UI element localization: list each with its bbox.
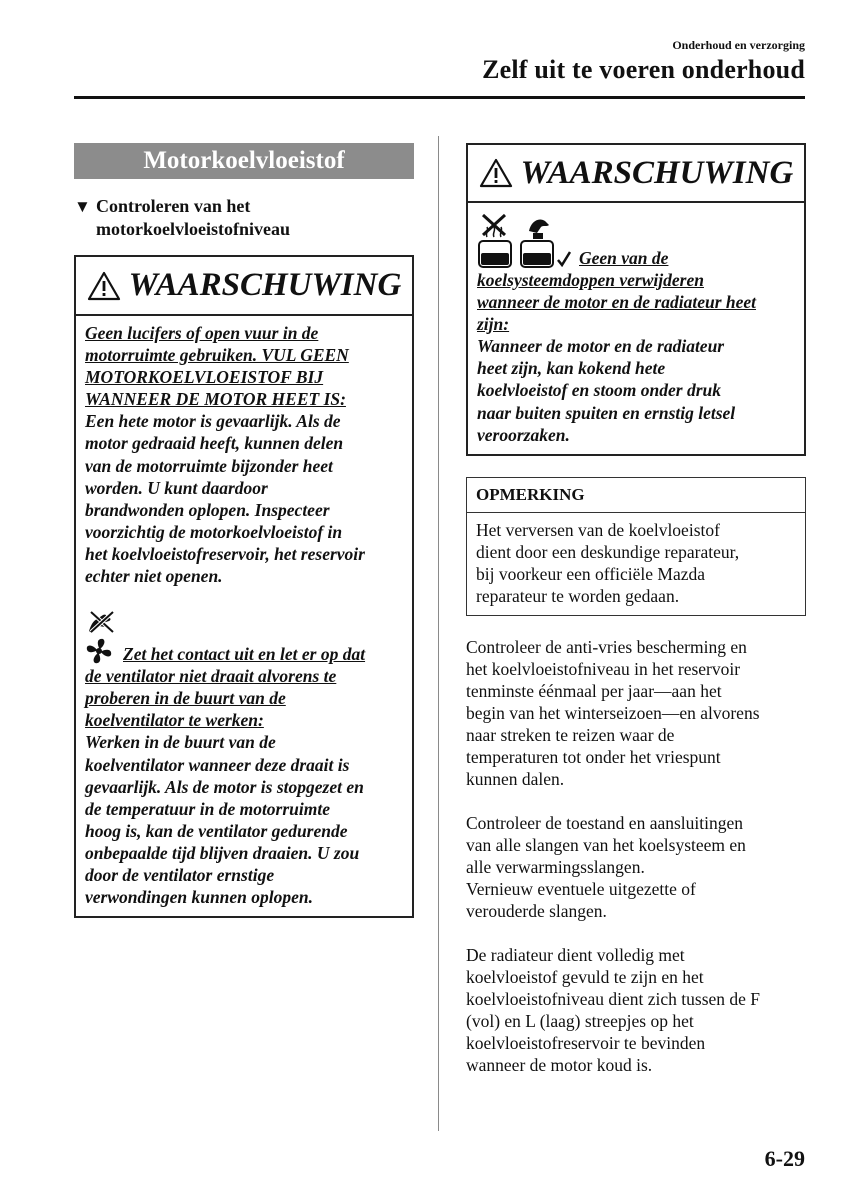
warning-line: van de motorruimte bijzonder heet: [85, 455, 333, 476]
warning-line: worden. U kunt daardoor: [85, 477, 268, 498]
warning-line: proberen in de buurt van de: [85, 688, 286, 709]
warning-line: veroorzaken.: [477, 424, 570, 445]
warning-line: MOTORKOELVLOEISTOF BIJ: [85, 367, 324, 388]
page-number: 6-29: [764, 1146, 805, 1171]
paragraph-line: koelvloeistof gevuld te zijn en het: [466, 966, 704, 987]
warning-line: naar buiten spuiten en ernstig letsel: [477, 402, 736, 423]
warning-line: Geen lucifers of open vuur in de: [85, 323, 319, 343]
paragraph-line: De radiateur dient volledig met: [466, 944, 685, 965]
paragraph-line: Controleer de toestand en aansluitingen: [466, 812, 744, 833]
no-hand-icon: [85, 609, 117, 635]
warning-triangle-icon: [479, 158, 513, 188]
note-line: dient door een deskundige reparateur,: [476, 541, 740, 562]
paragraph-hoses: [466, 812, 806, 922]
warning-line: wanneer de motor en de radiateur heet: [477, 292, 757, 313]
warning-line: onbepaalde tijd blijven draaien. U zou: [85, 842, 360, 863]
paragraph-line: naar streken te reizen waar de: [466, 724, 675, 745]
subheading-line: Controleren van het: [96, 196, 251, 216]
warning-line: koelsysteemdoppen verwijderen: [477, 270, 704, 290]
warning-line: Wanneer de motor en de radiateur: [477, 336, 725, 357]
paragraph-line: kunnen dalen.: [466, 768, 565, 789]
paragraph-line: koelvloeistofreservoir te bevinden: [466, 1032, 706, 1053]
warning-line: koelventilator wanneer deze draait is: [85, 754, 350, 775]
warning-line: heet zijn, kan kokend hete: [477, 358, 666, 379]
warning-line: Zet het contact uit en let er op dat: [123, 644, 366, 665]
paragraph-antifreeze: [466, 636, 806, 790]
warning-line: koelventilator te werken:: [85, 710, 264, 731]
warning-title: WAARSCHUWING: [128, 267, 402, 303]
warning-line: de ventilator niet draait alvorens te: [85, 666, 337, 687]
warning-line: verwondingen kunnen oplopen.: [85, 887, 314, 908]
hot-radiator-no-touch-icon: [477, 211, 513, 269]
left-column: [74, 143, 414, 918]
paragraph-line: koelvloeistofniveau dient zich tussen de F: [466, 988, 761, 1009]
header-rule: [74, 96, 805, 99]
warning-line: WANNEER DE MOTOR HEET IS:: [85, 389, 346, 410]
warning-line: zijn:: [477, 314, 510, 335]
warning-line: Werken in de buurt van de: [85, 732, 276, 753]
triangle-marker-icon: ▼: [74, 197, 91, 216]
warning-box-radiator: [466, 143, 806, 456]
paragraph-line: tenminste éénmaal per jaar―aan het: [466, 680, 722, 701]
warning-line: motorruimte gebruiken. VUL GEEN: [85, 345, 349, 366]
paragraph-line: het koelvloeistofniveau in het reservoir: [466, 658, 741, 679]
paragraph-radiator-level: [466, 944, 806, 1076]
warning-line: voorzichtig de motorkoelvloeistof in: [85, 521, 343, 542]
paragraph-line: begin van het winterseizoen―en alvorens: [466, 702, 760, 723]
warning-line: Een hete motor is gevaarlijk. Als de: [85, 411, 341, 432]
note-line: reparateur te worden gedaan.: [476, 585, 680, 606]
subheading: [74, 195, 414, 241]
warning-header: [468, 145, 804, 203]
subheading-line: motorkoelvloeistofniveau: [96, 219, 290, 239]
warning-body: [468, 203, 804, 454]
warning-line: door de ventilator ernstige: [85, 864, 275, 885]
warning-line: echter niet openen.: [85, 566, 223, 587]
column-divider: [438, 136, 439, 1131]
warning-line: hoog is, kan de ventilator gedurende: [85, 820, 348, 841]
paragraph-line: wanneer de motor koud is.: [466, 1054, 653, 1075]
note-box: [466, 477, 806, 616]
warning-line: gevaarlijk. Als de motor is stopgezet en: [85, 776, 364, 797]
warning-line: motor gedraaid heeft, kunnen delen: [85, 433, 344, 454]
fan-icon: [85, 637, 113, 665]
note-line: bij voorkeur een officiële Mazda: [476, 563, 706, 584]
paragraph-line: (vol) en L (laag) streepjes op het: [466, 1010, 694, 1031]
header-section-label: Onderhoud en verzorging: [672, 38, 805, 52]
paragraph-line: temperaturen tot onder het vriespunt: [466, 746, 721, 767]
warning-title: WAARSCHUWING: [520, 154, 794, 191]
note-title: OPMERKING: [467, 478, 805, 513]
warning-body: [76, 316, 412, 916]
warning-header: [76, 257, 412, 316]
warning-line: koelvloeistof en stoom onder druk: [477, 380, 722, 401]
paragraph-line: Controleer de anti-vries bescherming en: [466, 636, 747, 657]
warning-line: het koelvloeistofreservoir, het reservoir: [85, 543, 365, 564]
warning-triangle-icon: [87, 271, 121, 301]
paragraph-line: van alle slangen van het koelsysteem en: [466, 834, 746, 855]
check-mark-icon: [557, 251, 571, 267]
section-title: Motorkoelvloeistof: [74, 143, 414, 179]
right-column: [466, 143, 806, 1076]
page-title: Zelf uit te voeren onderhoud: [482, 55, 805, 84]
warning-box-motor: [74, 255, 414, 918]
paragraph-line: verouderde slangen.: [466, 900, 607, 921]
note-body: [467, 513, 805, 615]
paragraph-line: alle verwarmingsslangen.: [466, 856, 645, 877]
note-line: Het verversen van de koelvloeistof: [476, 519, 720, 540]
cold-radiator-ok-icon: [519, 211, 555, 269]
paragraph-line: Vernieuw eventuele uitgezette of: [466, 878, 696, 899]
warning-line: Geen van de: [579, 247, 669, 268]
warning-line: brandwonden oplopen. Inspecteer: [85, 499, 330, 520]
warning-line: de temperatuur in de motorruimte: [85, 798, 331, 819]
